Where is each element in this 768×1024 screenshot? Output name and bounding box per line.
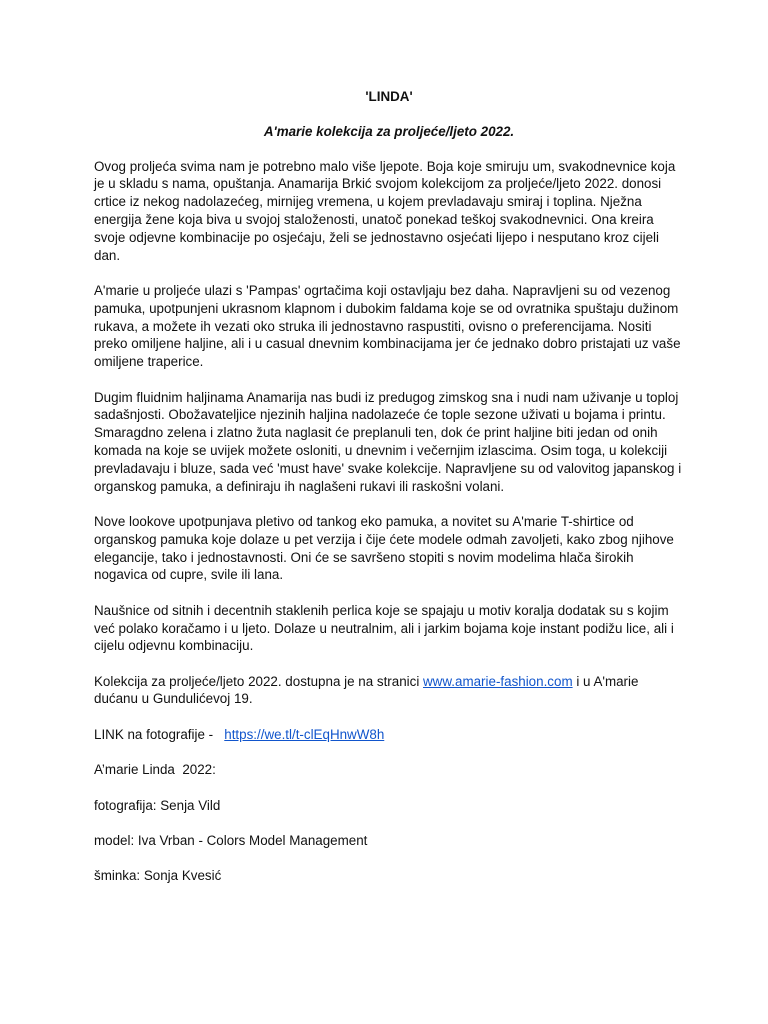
credit-model: model: Iva Vrban - Colors Model Management: [94, 833, 368, 849]
website-link[interactable]: www.amarie-fashion.com: [423, 673, 573, 689]
paragraph-dresses: Dugim fluidnim haljinama Anamarija nas budi iz predugog zimskog sna i nudi nam uživanje u toploj sadašnjosti. Obožavateljice njezinih haljina nadolazeće će tople sezone uživati u bojama i printu. Smaragdno zelena i zlatno žuta naglasit će preplanuli ten, dok će print haljine biti jedan od onih komada na koje se uvijek možete osloniti, u dnevnim i večernjim izlascima. Osim toga, u kolekciji prevladavaju i bluze, sada već 'must have' svake kolekcije. Napravljene su od valovitog japanskog i organskog pamuka, a definiraju ih naglašeni rukavi ili raskošni volani.: [94, 389, 682, 494]
photo-link-label: LINK na fotografije -: [94, 726, 225, 742]
paragraph-intro: Ovog proljeća svima nam je potrebno malo više ljepote. Boja koje smiruju um, svakodnevnice koja je u skladu s nama, opuštanja. Anamarija Brkić svojom kolekcijom za proljeće/ljeto 2022. donosi crtice iz nekog nadolazećeg, mirnijeg vremena, u kojem prevladavaju smiraj i toplina. Nježna energija žene koja biva u svojoj staloženosti, unatoč ponekad teškoj svakodnevnici. Ona kreira svoje odjevne kombinacije po osjećaju, želi se jednostavno osjećati lijepo i nesputano kroz cijeli dan.: [94, 158, 676, 263]
paragraph-earrings: Naušnice od sitnih i decentnih staklenih perlica koje se spajaju u motiv koralja dodatak su s kojim već polako koračamo i u ljeto. Dolaze u neutralnim, ali i jarkim bojama koje instant podižu lice, ali i cijelu odjevnu kombinaciju.: [94, 602, 674, 654]
document-title: 'LINDA': [365, 89, 413, 104]
photo-link[interactable]: https://we.tl/t-clEqHnwW8h: [224, 726, 385, 742]
credit-makeup: šminka: Sonja Kvesić: [94, 868, 222, 884]
document-subtitle: A'marie kolekcija za proljeće/ljeto 2022.: [263, 123, 515, 139]
paragraph-pampas: A'marie u proljeće ulazi s 'Pampas' ogrtačima koji ostavljaju bez daha. Napravljeni su od vezenog pamuka, upotpunjeni ukrasnom klapnom i dubokim faldama koje se od ovratnika spuštaju dužinom rukava, a možete ih vezati oko struka ili jednostavno raspustiti, ovisno o preferencijama. Nositi preko omiljene haljine, ali i u casual dnevnim kombinacijama jer će jednako dobro pristajati uz vaše omiljene traperice.: [94, 282, 681, 370]
paragraph-availability: [94, 673, 684, 709]
document-page: [94, 88, 684, 903]
availability-text-after: i u A'marie dućanu u Gundulićevoj 19.: [94, 673, 639, 707]
availability-text-before: Kolekcija za proljeće/ljeto 2022. dostupna je na stranici: [94, 673, 424, 689]
credits-heading: A’marie Linda 2022:: [94, 762, 216, 778]
paragraph-photo-link: [94, 726, 684, 744]
credit-photography: fotografija: Senja Vild: [94, 797, 221, 813]
paragraph-knitwear: Nove lookove upotpunjava pletivo od tankog eko pamuka, a novitet su A'marie T-shirtice od organskog pamuka koje dolaze u pet verzija i čije ćete modele odmah zavoljeti, kako zbog njihove elegancije, tako i jednostavnosti. Oni će se savršeno stopiti s novim modelima hlača širokih nogavica od cupre, svile ili lana.: [94, 513, 674, 583]
